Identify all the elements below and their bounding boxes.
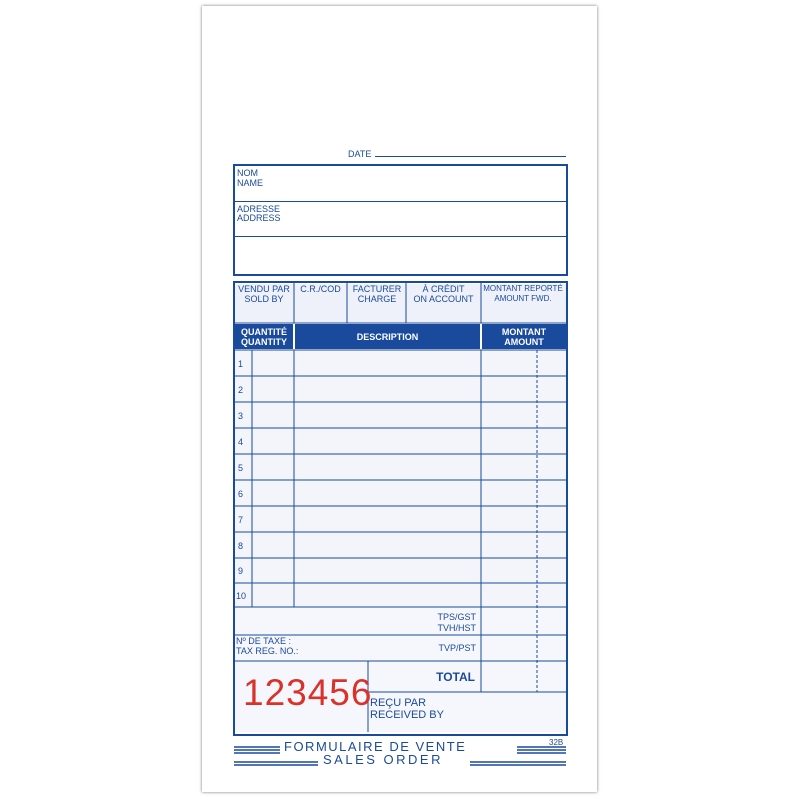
- description-header: DESCRIPTION: [295, 324, 480, 349]
- address-label-en: ADDRESS: [237, 213, 281, 223]
- form-title-en: SALES ORDER: [323, 752, 443, 767]
- quantity-header: QUANTITÉ QUANTITY: [235, 324, 293, 349]
- tax-reg-label-en: TAX REG. NO.:: [236, 646, 299, 656]
- row-number: 9: [238, 566, 244, 576]
- total-label: TOTAL: [436, 670, 475, 684]
- row-number: 6: [238, 489, 244, 499]
- on-account-label: À CRÉDIT ON ACCOUNT: [413, 284, 474, 304]
- hst-label: TVH/HST: [437, 623, 476, 633]
- row-number: 8: [238, 541, 244, 551]
- date-label: DATE: [348, 149, 372, 159]
- charge-label: FACTURER CHARGE: [352, 284, 402, 304]
- order-number: 123456: [243, 672, 373, 713]
- amount-header: MONTANT AMOUNT: [482, 324, 566, 349]
- pst-label: TVP/PST: [438, 643, 476, 653]
- row-number: 2: [238, 385, 244, 395]
- amount-fwd-label: MONTANT REPORTÉ AMOUNT FWD.: [483, 284, 563, 303]
- name-label-en: NAME: [237, 178, 264, 188]
- received-by-en: RECEIVED BY: [370, 709, 444, 721]
- row-number: 3: [238, 411, 244, 421]
- gst-label: TPS/GST: [437, 612, 476, 622]
- form-title-fr: FORMULAIRE DE VENTE: [284, 739, 467, 754]
- address-label-fr: ADRESSE: [237, 204, 281, 214]
- row-number: 1: [238, 359, 244, 369]
- tax-reg-label-fr: Nº DE TAXE :: [236, 636, 291, 646]
- row-number: 5: [238, 463, 244, 473]
- received-by-fr: REÇU PAR: [370, 697, 427, 709]
- sold-by-label: VENDU PAR SOLD BY: [238, 284, 290, 304]
- row-number: 7: [238, 515, 244, 525]
- name-label-fr: NOM: [237, 168, 258, 178]
- row-number: 4: [238, 437, 244, 447]
- row-number: 10: [236, 591, 247, 601]
- cod-label: C.R./COD: [300, 284, 341, 294]
- form-code: 32B: [549, 738, 564, 747]
